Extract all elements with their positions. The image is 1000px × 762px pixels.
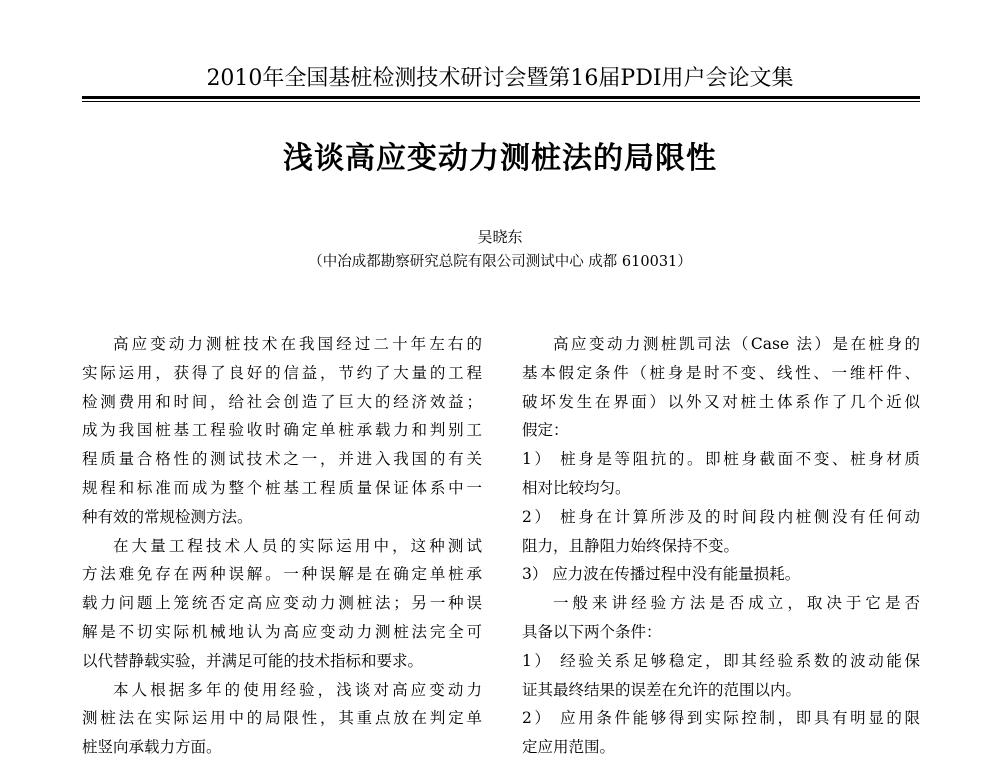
text-line: 桩竖向承载力方面。 — [82, 738, 222, 757]
text-line: 高应变动力测桩凯司法（Case 法）是在桩身的 — [553, 335, 920, 353]
left-paragraph-1 — [82, 330, 482, 532]
text-line: 定应用范围。 — [522, 738, 616, 757]
text-line: 方法难免存在两种误解。一种误解是在确定单桩承 — [82, 565, 482, 584]
left-column — [82, 330, 482, 762]
left-paragraph-2 — [82, 532, 482, 676]
text-line: 破坏发生在界面）以外又对桩土体系作了几个近似 — [522, 392, 920, 411]
text-line: 高应变动力测桩技术在我国经过二十年左右的 — [113, 335, 482, 353]
header-rule-thick — [82, 96, 920, 99]
assumption-2 — [522, 503, 920, 561]
text-line: 基本假定条件（桩身是时不变、线性、一维杆件、 — [522, 363, 920, 382]
text-line: 程质量合格性的测试技术之一，并进入我国的有关 — [82, 450, 482, 469]
assumption-3 — [522, 560, 920, 589]
text-line: 实际运用，获得了良好的信益，节约了大量的工程 — [82, 363, 482, 382]
text-line: 1） 经验关系足够稳定，即其经验系数的波动能保 — [522, 651, 920, 670]
text-line: 载力问题上笼统否定高应变动力测桩法；另一种误 — [82, 594, 482, 613]
text-line: 以代替静载实验，并满足可能的技术指标和要求。 — [82, 651, 424, 670]
text-line: 证其最终结果的误差在允许的范围以内。 — [522, 680, 802, 699]
text-line: 解是不切实际机械地认为高应变动力测桩法完全可 — [82, 622, 482, 641]
paper-title: 浅谈高应变动力测桩法的局限性 — [283, 141, 717, 176]
text-line: 2） 应用条件能够得到实际控制，即具有明显的限 — [522, 709, 920, 728]
text-line: 相对比较均匀。 — [522, 478, 631, 497]
text-line: 2） 桩身在计算所涉及的时间段内桩侧没有任何动 — [522, 507, 920, 526]
text-line: 在大量工程技术人员的实际运用中，这种测试 — [113, 536, 482, 555]
author-affiliation: （中冶成都勘察研究总院有限公司测试中心 成都 610031） — [308, 254, 692, 270]
right-paragraph-2 — [522, 589, 920, 647]
condition-1 — [522, 647, 920, 705]
header-rule-thin — [82, 101, 920, 102]
text-line: 阻力，且静阻力始终保持不变。 — [522, 536, 740, 555]
text-line: 具备以下两个条件： — [522, 622, 662, 641]
text-line: 假定： — [522, 421, 569, 440]
text-line: 本人根据多年的使用经验，浅谈对高应变动力 — [113, 680, 482, 699]
text-line: 成为我国桩基工程验收时确定单桩承载力和判别工 — [82, 421, 482, 440]
text-line: 测桩法在实际运用中的局限性，其重点放在判定单 — [82, 709, 482, 728]
text-line: 检测费用和时间，给社会创造了巨大的经济效益； — [82, 392, 482, 411]
text-line: 3） 应力波在传播过程中没有能量损耗。 — [522, 565, 801, 584]
condition-2 — [522, 704, 920, 762]
right-paragraph-1 — [522, 330, 920, 445]
text-line: 种有效的常规检测方法。 — [82, 507, 253, 526]
text-line: 规程和标准而成为整个桩基工程质量保证体系中一 — [82, 478, 482, 497]
text-line: 一般来讲经验方法是否成立，取决于它是否 — [553, 594, 920, 613]
assumption-1 — [522, 445, 920, 503]
left-paragraph-3 — [82, 676, 482, 762]
proceedings-header: 2010年全国基桩检测技术研讨会暨第16届PDI用户会论文集 — [206, 66, 794, 91]
author-name: 吴晓东 — [477, 228, 523, 246]
right-column — [522, 330, 920, 762]
text-line: 1） 桩身是等阻抗的。即桩身截面不变、桩身材质 — [522, 450, 920, 469]
